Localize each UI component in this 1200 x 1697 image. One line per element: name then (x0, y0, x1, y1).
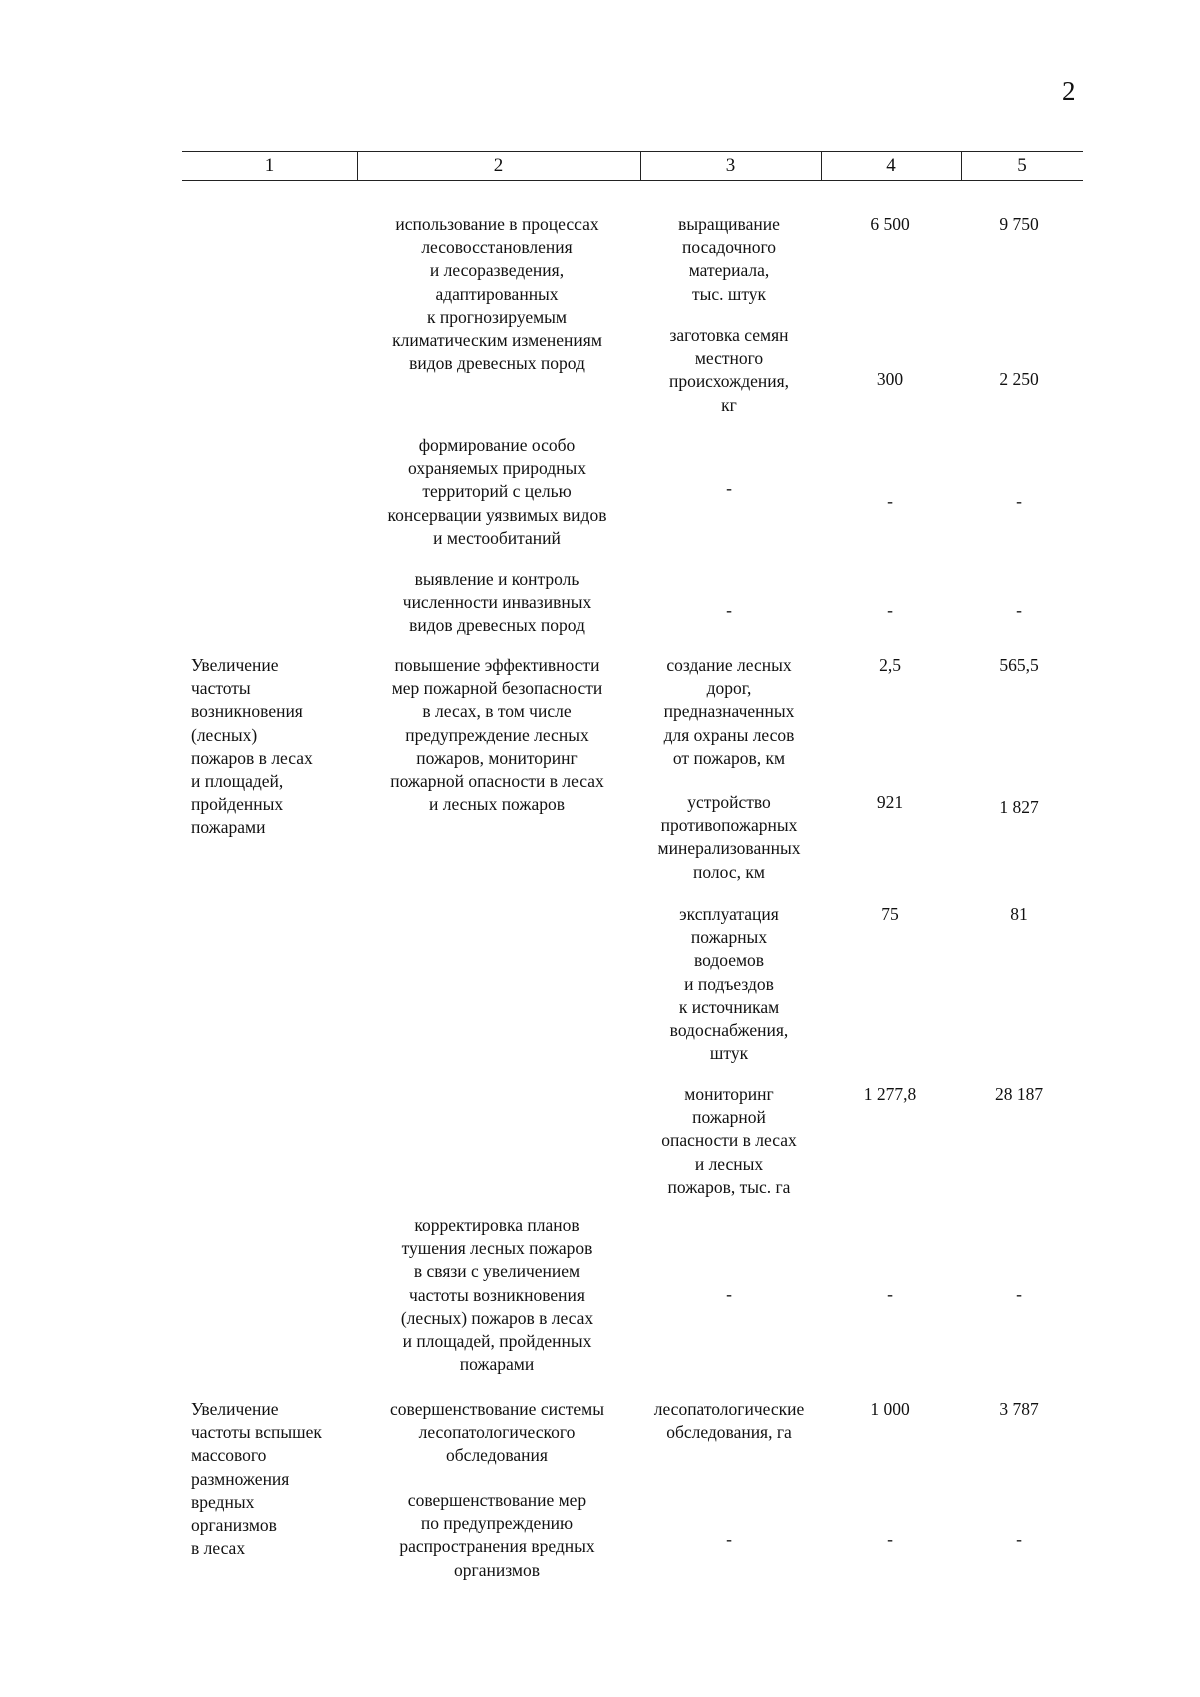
indicator-cell: - (726, 1284, 732, 1304)
value-col4: - (887, 600, 893, 620)
indicator-cell: выращивание посадочного материала, тыс. штук (678, 214, 780, 304)
value-col4: 1 277,8 (863, 1084, 917, 1104)
measure-cell: использование в процессах лесовосстановления и лесоразведения, адаптированных к прогнозируемым климатическим изменениям видов древесных пород (392, 214, 602, 374)
risk-cell: Увеличение частоты возникновения (лесных) пожаров в лесах и площадей, пройденных пожарами (191, 655, 313, 838)
indicator-cell: заготовка семян местного происхождения, кг (668, 325, 790, 415)
value-col5: 565,5 (999, 655, 1039, 675)
value-col5: - (1016, 600, 1022, 620)
header-col-2: 2 (493, 155, 504, 176)
value-col4: - (887, 1284, 893, 1304)
indicator-cell: создание лесных дорог, предназначенных для охраны лесов от пожаров, км (663, 655, 795, 768)
value-col5: 81 (1010, 904, 1028, 924)
header-col-3: 3 (725, 155, 736, 176)
risk-cell: Увеличение частоты вспышек массового размножения вредных организмов в лесах (191, 1399, 322, 1559)
value-col5: 3 787 (999, 1399, 1039, 1419)
value-col4: 300 (876, 369, 904, 389)
measure-cell: повышение эффективности мер пожарной безопасности в лесах, в том числе предупреждение лесных пожаров, мониторинг пожарной опасности в лесах и лесных пожаров (390, 655, 604, 815)
value-col4: 75 (881, 904, 899, 924)
header-top-rule (182, 151, 1083, 152)
value-col5: - (1016, 1529, 1022, 1549)
header-col-1: 1 (264, 155, 275, 176)
value-col4: - (887, 491, 893, 511)
value-col4: 6 500 (870, 214, 910, 234)
measure-cell: формирование особо охраняемых природных территорий с целью консервации уязвимых видов и местообитаний (387, 435, 607, 548)
indicator-cell: устройство противопожарных минерализованных полос, км (657, 792, 801, 882)
value-col4: 1 000 (870, 1399, 910, 1419)
measure-cell: выявление и контроль численности инвазивных видов древесных пород (402, 569, 592, 636)
value-col5: - (1016, 1284, 1022, 1304)
header-col-4: 4 (886, 155, 896, 176)
value-col5: 28 187 (994, 1084, 1044, 1104)
indicator-cell: лесопатологические обследования, га (653, 1399, 805, 1443)
measure-cell: совершенствование мер по предупреждению распространения вредных организмов (399, 1490, 595, 1580)
measure-cell: совершенствование системы лесопатологического обследования (390, 1399, 604, 1466)
value-col5: 1 827 (999, 797, 1039, 817)
value-col4: 2,5 (879, 655, 901, 675)
value-col5: - (1016, 491, 1022, 511)
value-col5: 9 750 (999, 214, 1039, 234)
value-col4: 921 (876, 792, 904, 812)
value-col5: 2 250 (999, 369, 1039, 389)
indicator-cell: мониторинг пожарной опасности в лесах и лесных пожаров, тыс. га (661, 1084, 797, 1197)
indicator-cell: - (726, 600, 732, 620)
indicator-cell: - (726, 1529, 732, 1549)
indicator-cell: эксплуатация пожарных водоемов и подъездов к источникам водоснабжения, штук (669, 904, 789, 1064)
measure-cell: корректировка планов тушения лесных пожаров в связи с увеличением частоты возникновения (лесных) пожаров в лесах и площадей, пройденных пожарами (400, 1215, 594, 1375)
indicator-cell: - (726, 478, 732, 498)
page-number: 2 (1062, 76, 1076, 106)
header-bottom-rule (182, 180, 1083, 181)
value-col4: - (887, 1529, 893, 1549)
header-col-5: 5 (1017, 155, 1027, 176)
